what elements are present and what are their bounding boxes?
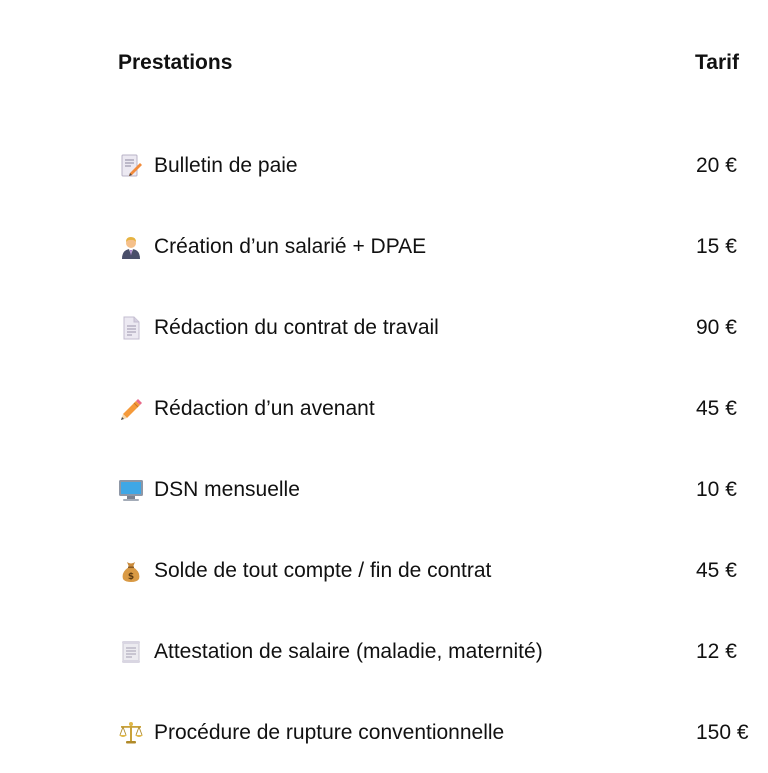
item-label: Attestation de salaire (maladie, maternité) [154, 639, 543, 663]
pencil-icon [118, 396, 144, 422]
table-row [118, 206, 758, 287]
pricing-table [118, 48, 758, 773]
item-label: Rédaction d’un avenant [154, 396, 375, 420]
balance-scale-icon [118, 720, 144, 746]
document-icon [118, 315, 144, 341]
item-label: Bulletin de paie [154, 153, 298, 177]
table-row [118, 611, 758, 692]
item-label: DSN mensuelle [154, 477, 300, 501]
item-price: 10 € [696, 477, 737, 501]
table-row [118, 530, 758, 611]
item-label: Rédaction du contrat de travail [154, 315, 439, 339]
prestations-heading: Prestations [118, 51, 233, 74]
table-row [118, 368, 758, 449]
item-price: 45 € [696, 558, 737, 582]
memo-icon [118, 153, 144, 179]
scroll-icon [118, 639, 144, 665]
computer-icon [118, 477, 144, 503]
item-price: 150 € [696, 720, 749, 744]
item-price: 90 € [696, 315, 737, 339]
tarif-heading: Tarif [695, 51, 739, 74]
table-header [118, 48, 758, 78]
table-row [118, 692, 758, 773]
svg-text:$: $ [127, 571, 135, 582]
office-worker-icon [118, 234, 144, 260]
item-label: Création d’un salarié + DPAE [154, 234, 427, 258]
item-price: 45 € [696, 396, 737, 420]
item-label: Procédure de rupture conventionnelle [154, 720, 505, 744]
table-row [118, 449, 758, 530]
item-price: 12 € [696, 639, 737, 663]
item-price: 15 € [696, 234, 737, 258]
table-row [118, 287, 758, 368]
item-price: 20 € [696, 153, 737, 177]
table-row [118, 125, 758, 206]
money-bag-icon [118, 558, 144, 584]
item-label: Solde de tout compte / fin de contrat [154, 558, 492, 582]
